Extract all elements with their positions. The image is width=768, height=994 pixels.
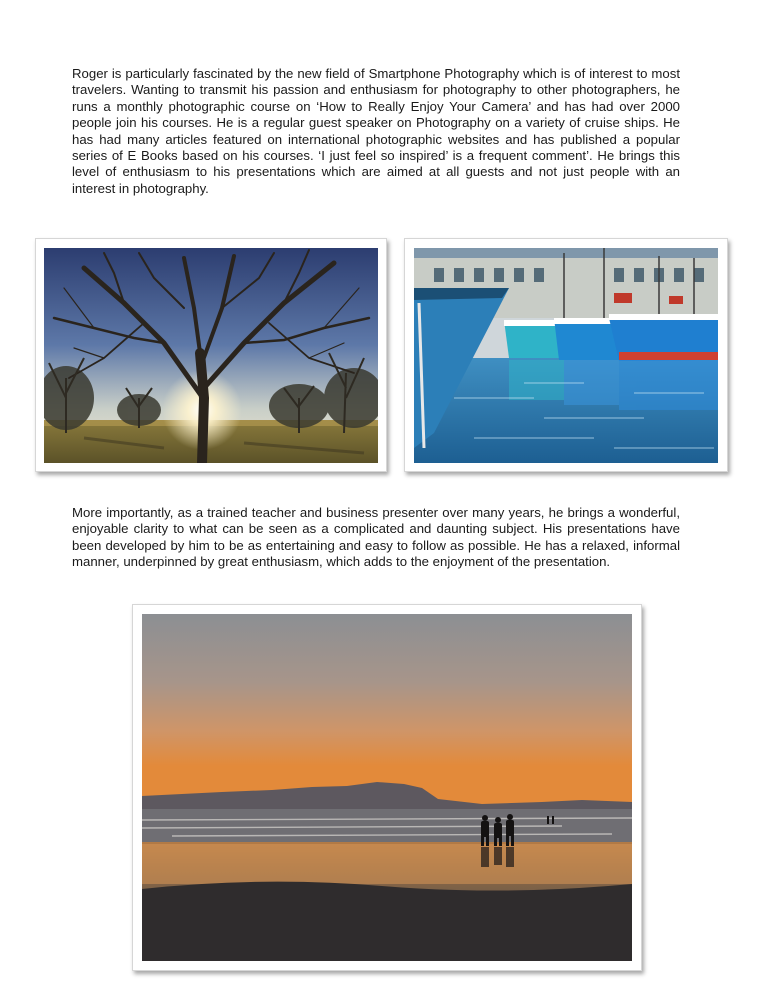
photo-frame-beach <box>132 604 642 971</box>
boats-photo <box>414 248 718 463</box>
intro-paragraph: Roger is particularly fascinated by the new field of Smartphone Photography which is of interest to most travelers. Wanting to transmit his passion and enthusiasm for photography to other photographers, he runs a monthly photographic course on ‘How to Really Enjoy Your Camera’ and has had over 2000 people join his courses. He is a regular guest speaker on Photography on a variety of cruise ships. He has had many articles featured on international photographic websites and has published a popular series of E Books based on his courses. ‘I just feel so inspired’ is a frequent comment’. He brings this level of enthusiasm to his presentations which are aimed at all guests and not just people with an interest in photography. <box>72 66 680 196</box>
beach-photo <box>142 614 632 961</box>
photo-frame-boats <box>404 238 728 472</box>
tree-photo <box>44 248 378 463</box>
teaching-paragraph: More importantly, as a trained teacher and business presenter over many years, he brings a wonderful, enjoyable clarity to what can be seen as a complicated and daunting subject. His presentations have been developed by him to be as entertaining and easy to follow as possible. He has a relaxed, informal manner, underpinned by great enthusiasm, which adds to the enjoyment of the presentation. <box>72 505 680 570</box>
photo-frame-tree <box>35 238 387 472</box>
